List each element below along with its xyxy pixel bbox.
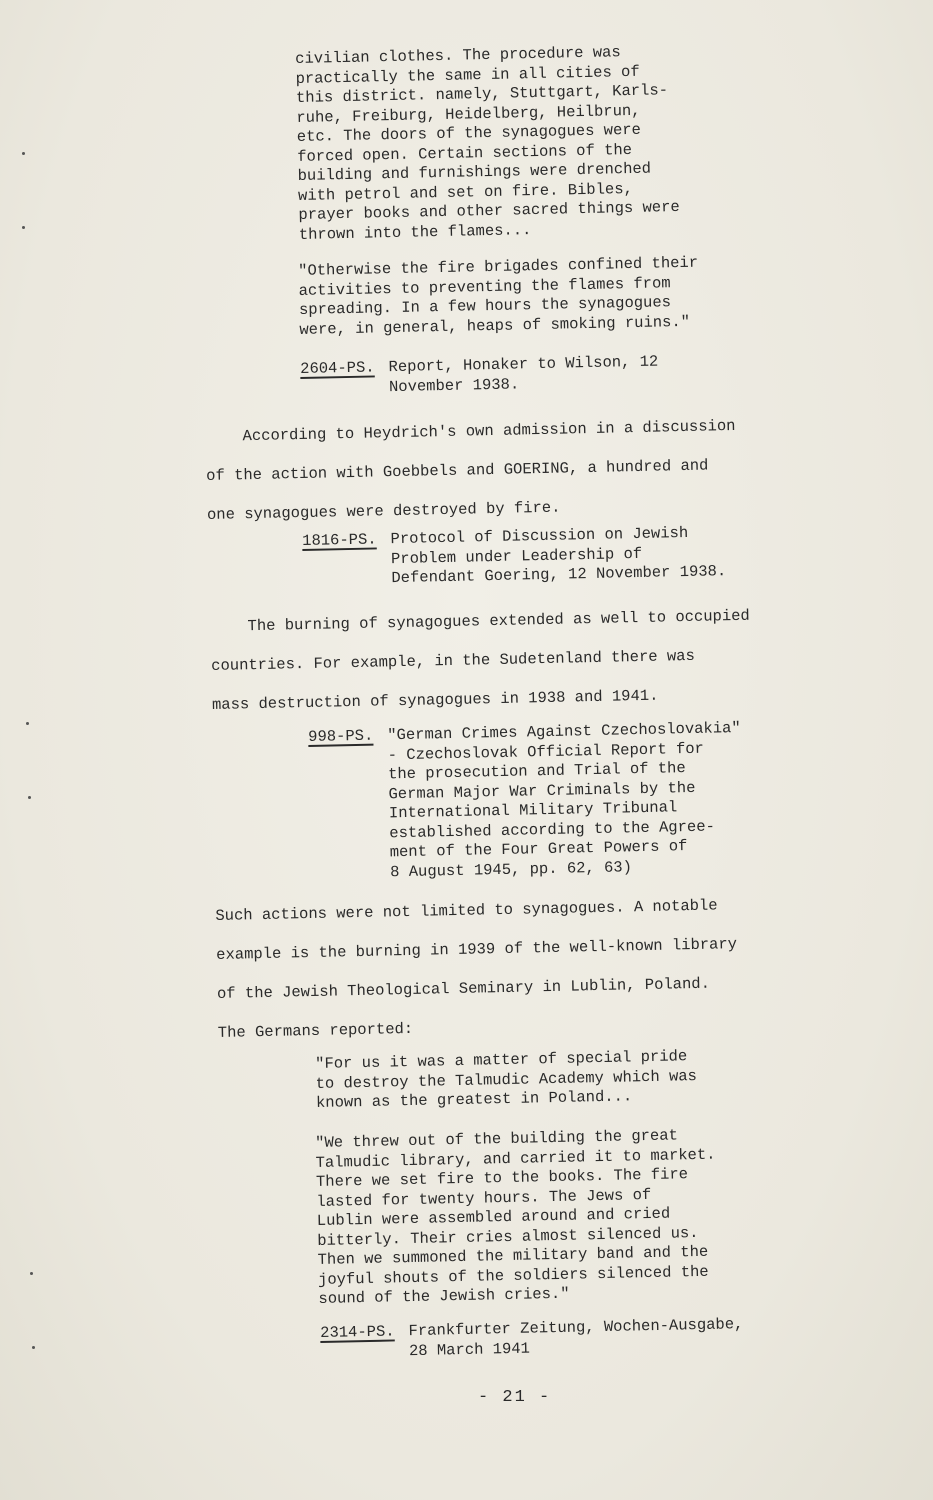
citation-description: Report, Honaker to Wilson, 12 November 1938. bbox=[388, 352, 659, 396]
paper-speck bbox=[32, 1346, 35, 1349]
quote-paragraph: "We threw out of the building the great Talmudic library, and carried it to market. There we set fire to the books. The fire lasted for twenty hours. The Jews of Lublin were assembled around and cried bitterly. Their cries almost silenced us. Then we summoned the military band and the joyful shouts of the soldiers silenced the sound of the Jewish cries." bbox=[315, 1126, 716, 1308]
body-paragraph: Such actions were not limited to synagogues. A notable example is the burning in 1939 of the well-known library of the Jewish Theological Seminary in Lublin, Poland. The Germans reported: bbox=[215, 896, 738, 1042]
paper-speck bbox=[22, 152, 25, 155]
citation bbox=[308, 719, 744, 884]
body-paragraph: According to Heydrich's own admission in a discussion of the action with Goebbels and GOERING, a hundred and one synagogues were destroyed by fire. bbox=[205, 416, 736, 524]
citation bbox=[302, 523, 726, 590]
quote-paragraph: "Otherwise the fire brigades confined their activities to preventing the flames from spreading. In a few hours the synagogues were, in general, heaps of smoking ruins." bbox=[298, 253, 699, 339]
paper-speck bbox=[26, 722, 29, 725]
quote-paragraph: civilian clothes. The procedure was practically the same in all cities of this district. namely, Stuttgart, Karls- ruhe, Freiburg, Heidelberg, Heilbrun, etc. The doors of the synagogues were forced open. Certain sections of the building and furnishings were drenched with petrol and set on fire. Bibles, prayer books and other sacred things were thrown into the flames... bbox=[295, 43, 680, 244]
citation bbox=[300, 352, 659, 398]
document-reference-id: 2604-PS. bbox=[300, 358, 375, 378]
body-paragraph: The burning of synagogues extended as well to occupied countries. For example, in the Sudetenland there was mass destruction of synagogues in 1938 and 1941. bbox=[210, 606, 750, 714]
citation bbox=[320, 1315, 744, 1363]
document-reference-id: 998-PS. bbox=[308, 726, 374, 746]
paper-speck bbox=[28, 796, 31, 799]
document-reference-id: 2314-PS. bbox=[320, 1322, 395, 1342]
paper-speck bbox=[22, 226, 25, 229]
citation-description: Frankfurter Zeitung, Wochen-Ausgabe, 28 March 1941 bbox=[408, 1315, 744, 1360]
page-number: - 21 - bbox=[478, 1388, 552, 1407]
citation-description: Protocol of Discussion on Jewish Problem under Leadership of Defendant Goering, 12 November 1938. bbox=[390, 523, 727, 588]
quote-paragraph: "For us it was a matter of special pride to destroy the Talmudic Academy which was known as the greatest in Poland... bbox=[315, 1047, 698, 1112]
citation-description: "German Crimes Against Czechoslovakia" - Czechoslovak Official Report for the prosecution and Trial of the German Major War Criminals by the International Military Tribunal established according to the Agree- ment of the Four Great Powers of 8 August 1945, pp. 62, 63) bbox=[387, 718, 741, 881]
paper-speck bbox=[30, 1272, 33, 1275]
document-reference-id: 1816-PS. bbox=[302, 530, 377, 550]
